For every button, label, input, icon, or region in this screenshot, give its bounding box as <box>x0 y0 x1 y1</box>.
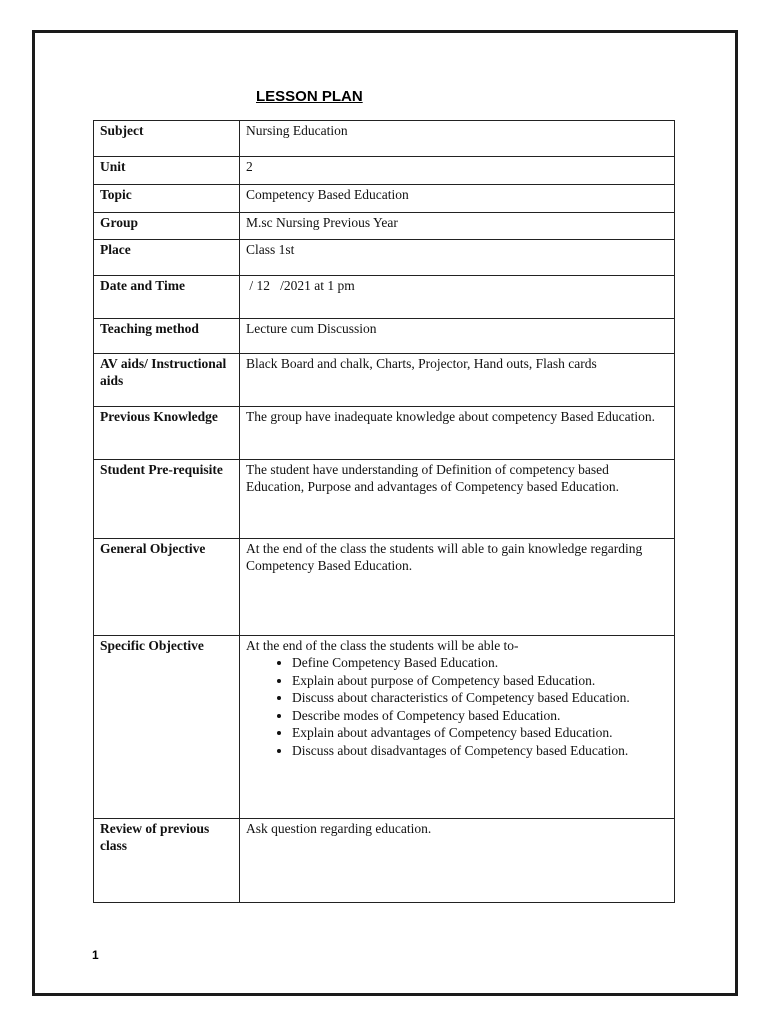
list-item: • Explain about purpose of Competency based Education. <box>292 672 668 690</box>
table-row-av-aids <box>94 354 675 407</box>
specific-objective-intro: At the end of the class the students will be able to- <box>246 638 519 653</box>
table-row-date-time <box>94 276 675 319</box>
row-value: Lecture cum Discussion <box>240 319 675 354</box>
row-value: The group have inadequate knowledge about competency Based Education. <box>240 407 675 460</box>
row-value: The student have understanding of Definition of competency based Education, Purpose and advantages of Competency based Education. <box>240 460 675 539</box>
table-row-previous-knowledge <box>94 407 675 460</box>
row-label: General Objective <box>94 539 240 636</box>
row-value: M.sc Nursing Previous Year <box>240 213 675 240</box>
page-number: 1 <box>92 948 99 962</box>
list-item: • Describe modes of Competency based Education. <box>292 707 668 725</box>
row-value: Ask question regarding education. <box>240 819 675 903</box>
table-row-topic <box>94 185 675 213</box>
row-value: Nursing Education <box>240 121 675 157</box>
row-value: Class 1st <box>240 240 675 276</box>
row-value: Black Board and chalk, Charts, Projector, Hand outs, Flash cards <box>240 354 675 407</box>
row-value: 2 <box>240 157 675 185</box>
row-label: Previous Knowledge <box>94 407 240 460</box>
table-row-teaching-method <box>94 319 675 354</box>
table-row-specific-objective <box>94 636 675 819</box>
row-label: Specific Objective <box>94 636 240 819</box>
document-title: LESSON PLAN <box>256 88 363 105</box>
table-row-student-prerequisite <box>94 460 675 539</box>
row-label: Topic <box>94 185 240 213</box>
table-row-general-objective <box>94 539 675 636</box>
table-row-subject <box>94 121 675 157</box>
row-label: Unit <box>94 157 240 185</box>
table-row-group <box>94 213 675 240</box>
list-item: • Discuss about characteristics of Competency based Education. <box>292 689 668 707</box>
row-label: Review of previous class <box>94 819 240 903</box>
row-label: Date and Time <box>94 276 240 319</box>
row-label: AV aids/ Instructional aids <box>94 354 240 407</box>
list-item: • Define Competency Based Education. <box>292 654 668 672</box>
row-value <box>240 636 675 819</box>
row-label: Place <box>94 240 240 276</box>
row-value: / 12 /2021 at 1 pm <box>240 276 675 319</box>
table-row-place <box>94 240 675 276</box>
row-label: Subject <box>94 121 240 157</box>
lesson-plan-table <box>93 120 675 903</box>
list-item: • Explain about advantages of Competency based Education. <box>292 724 668 742</box>
row-label: Teaching method <box>94 319 240 354</box>
row-label: Student Pre-requisite <box>94 460 240 539</box>
list-item: • Discuss about disadvantages of Competency based Education. <box>292 742 668 760</box>
row-label: Group <box>94 213 240 240</box>
table-row-unit <box>94 157 675 185</box>
row-value: At the end of the class the students will able to gain knowledge regarding Competency Based Education. <box>240 539 675 636</box>
specific-objective-list <box>246 654 668 759</box>
table-row-review-previous-class <box>94 819 675 903</box>
row-value: Competency Based Education <box>240 185 675 213</box>
